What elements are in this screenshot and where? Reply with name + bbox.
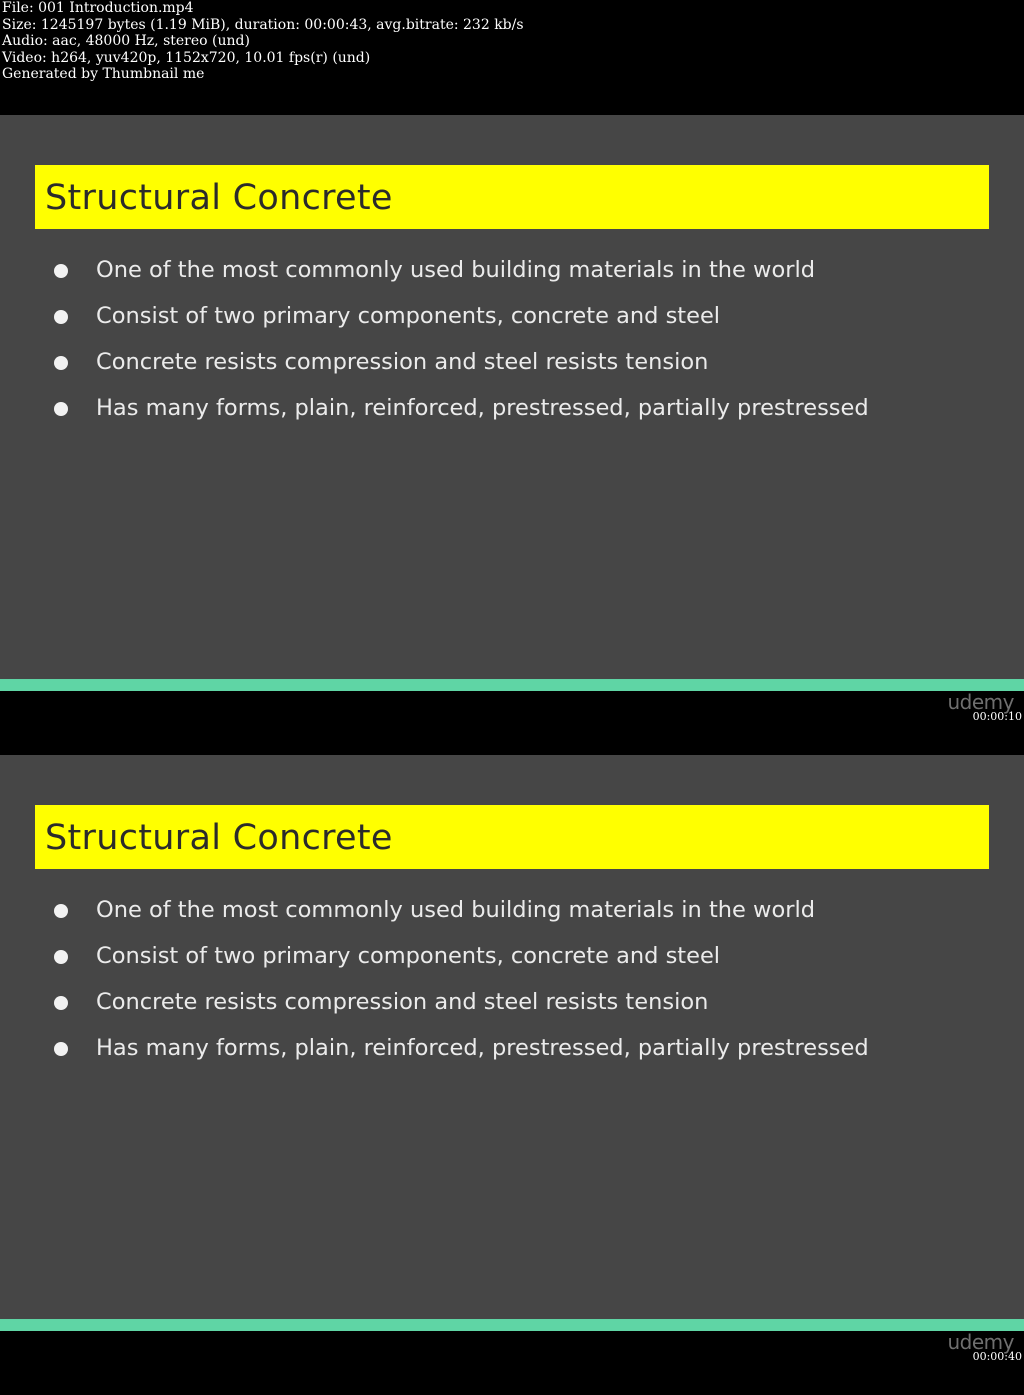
frame-timestamp: 00:00:40 [972,1350,1022,1363]
file-info-line: Generated by Thumbnail me [2,66,205,82]
bullet-text: Concrete resists compression and steel resists tension [96,349,709,375]
bullet-dot-icon [54,950,68,964]
file-info-header [0,0,1024,115]
file-info-line: Audio: aac, 48000 Hz, stereo (und) [2,33,250,49]
bullet-dot-icon [54,310,68,324]
slide-title-bar [35,805,989,869]
bullet-dot-icon [54,402,68,416]
slide-title-bar [35,165,989,229]
bullet-dot-icon [54,996,68,1010]
file-info-line: File: 001 Introduction.mp4 [2,0,194,16]
video-frame-2 [0,755,1024,1395]
bullet-dot-icon [54,904,68,918]
progress-bar [0,1319,1024,1331]
file-info-line: Size: 1245197 bytes (1.19 MiB), duration: 00:00:43, avg.bitrate: 232 kb/s [2,16,524,33]
slide-title: Structural Concrete [45,178,393,218]
bullet-dot-icon [54,356,68,370]
slide [0,115,1024,679]
slide [0,755,1024,1319]
progress-bar [0,679,1024,691]
bullet-dot-icon [54,264,68,278]
udemy-logo: udemy [947,690,1014,714]
bullet-text: Has many forms, plain, reinforced, prestressed, partially prestressed [96,1035,869,1061]
bullet-text: Has many forms, plain, reinforced, prestressed, partially prestressed [96,395,869,421]
bullet-text: Concrete resists compression and steel resists tension [96,989,709,1015]
bullet-text: One of the most commonly used building materials in the world [96,257,815,283]
bullet-text: Consist of two primary components, concrete and steel [96,303,721,329]
udemy-logo: udemy [947,1330,1014,1354]
bullet-text: One of the most commonly used building materials in the world [96,897,815,923]
bullet-text: Consist of two primary components, concrete and steel [96,943,721,969]
file-info-line: Video: h264, yuv420p, 1152x720, 10.01 fps(r) (und) [2,49,371,66]
frame-timestamp: 00:00:10 [972,710,1022,723]
slide-title: Structural Concrete [45,818,393,858]
video-frame-1 [0,115,1024,755]
bullet-dot-icon [54,1042,68,1056]
